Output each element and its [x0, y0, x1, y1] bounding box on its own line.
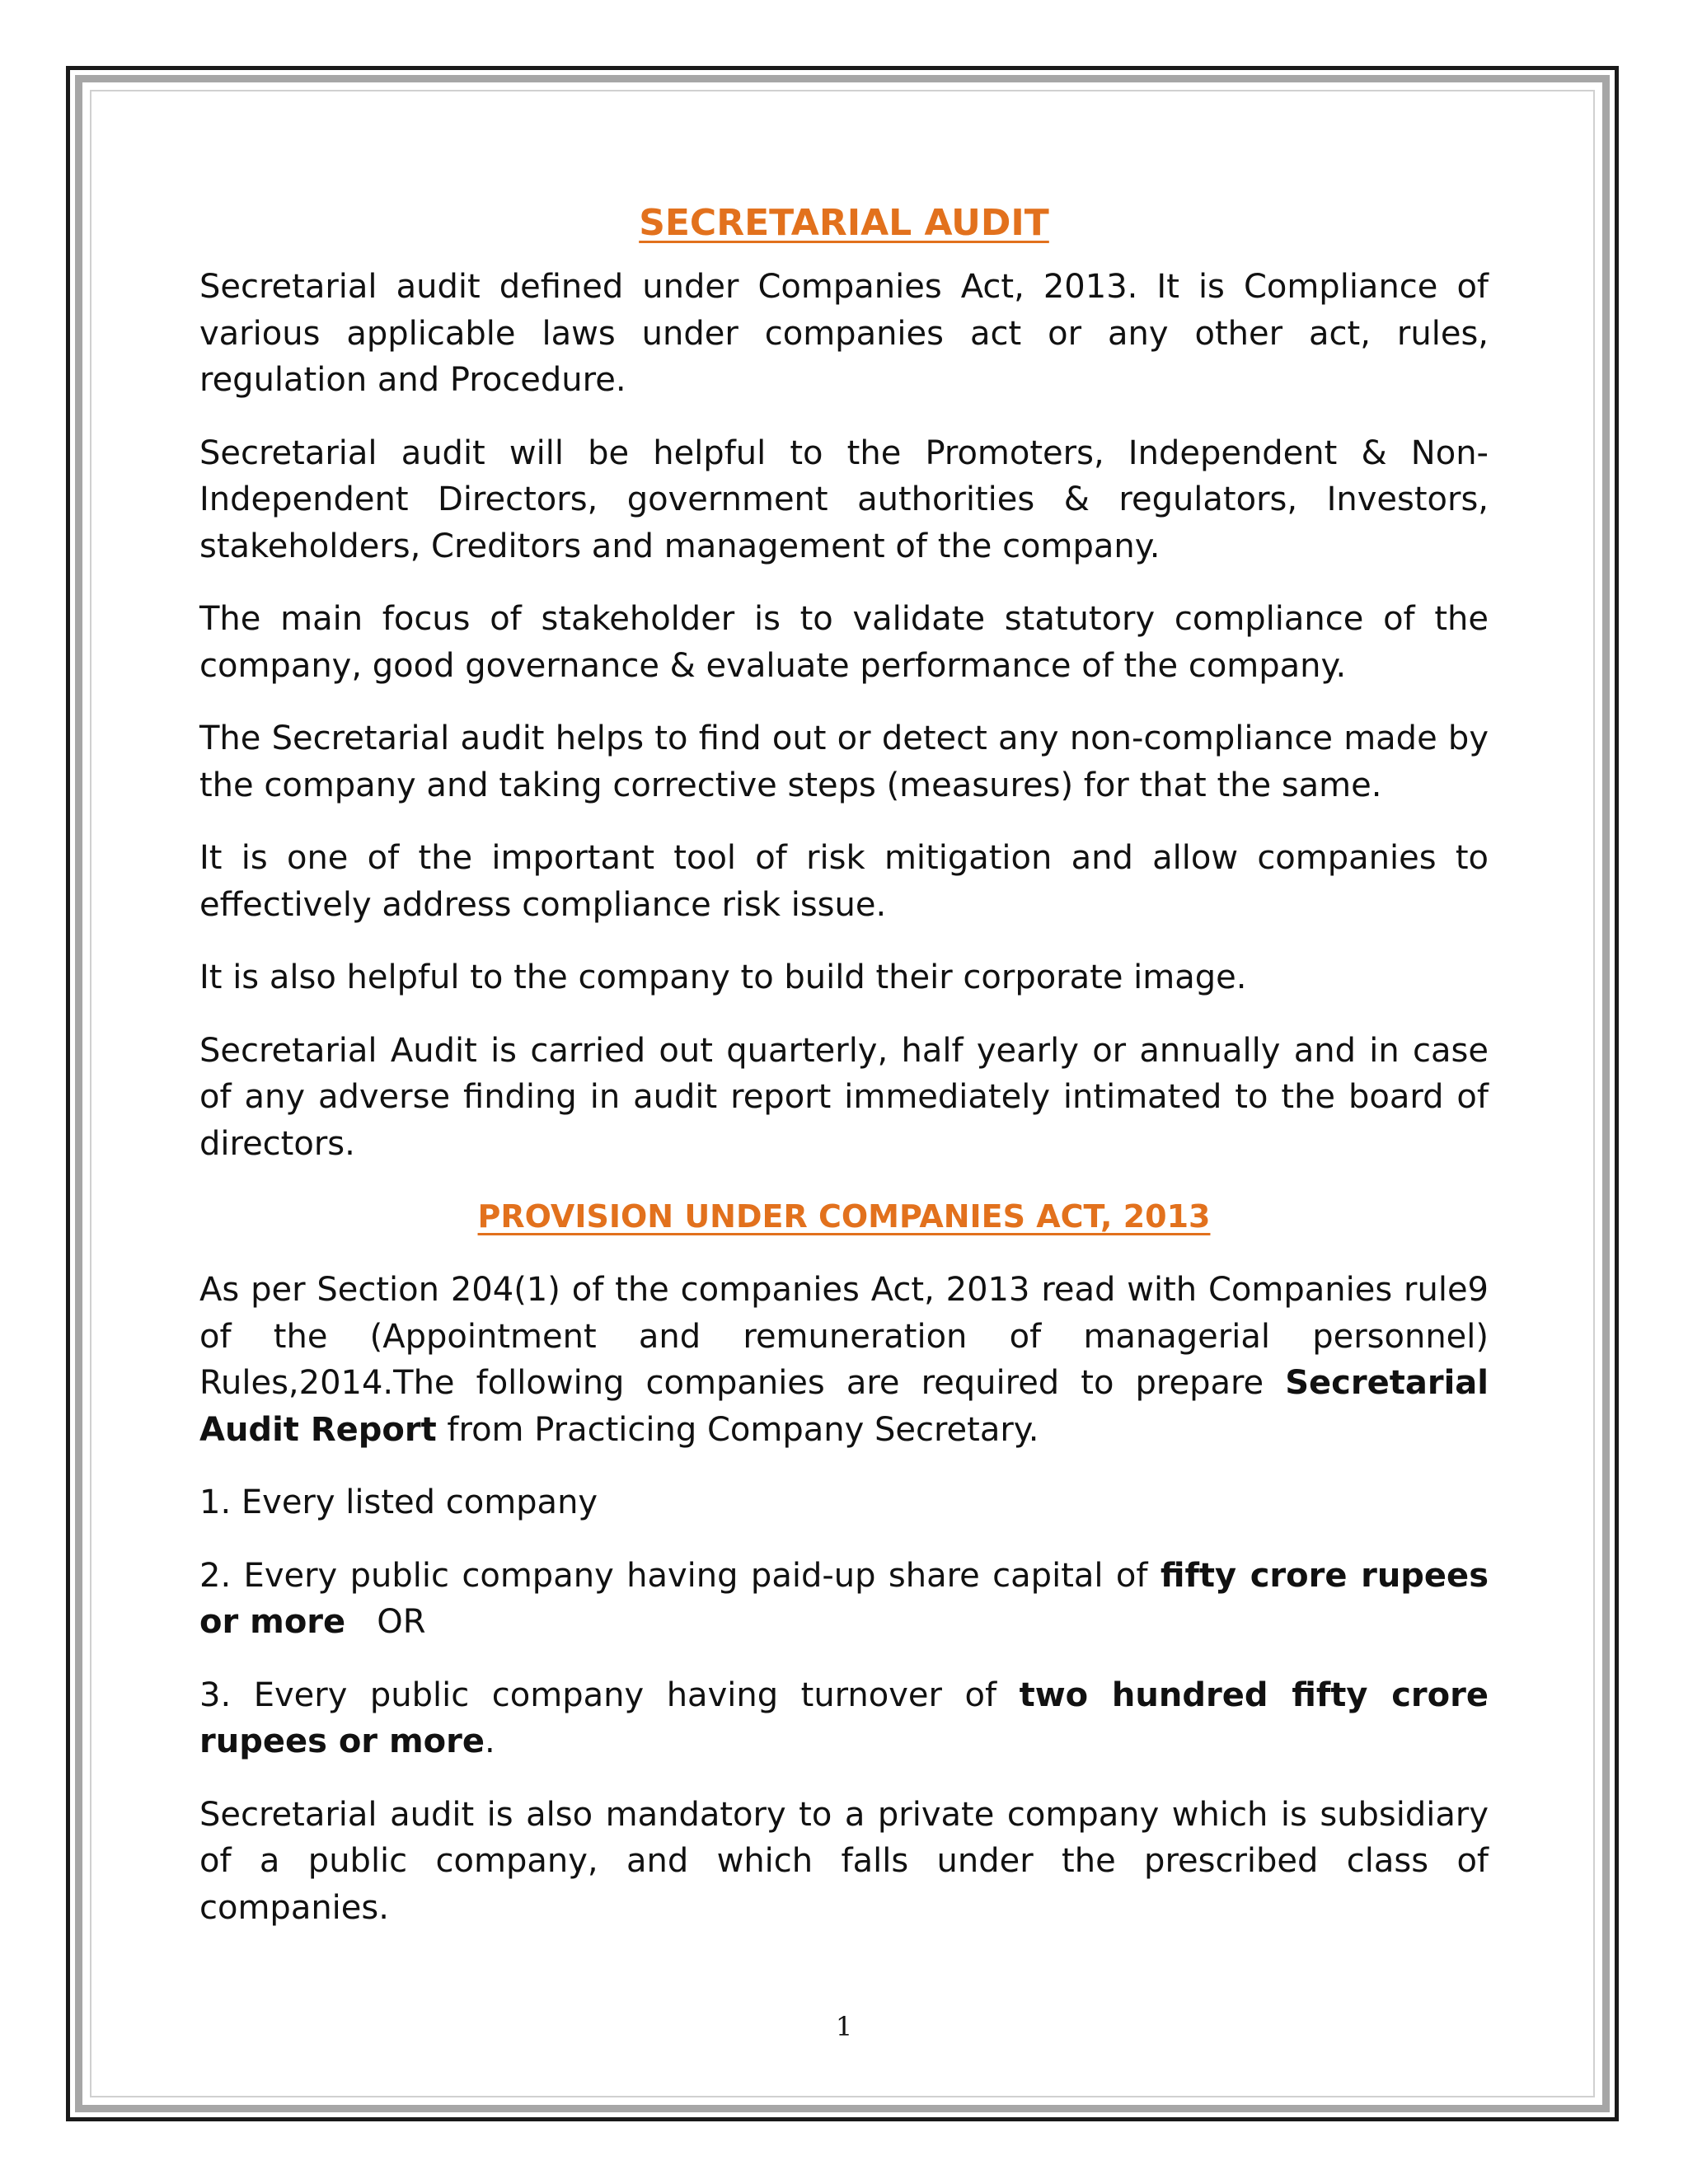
item3-text: 3. Every public company having turnover of — [199, 1675, 1020, 1714]
item2-bold: fifty crore rupees or more — [199, 1556, 1489, 1641]
list-item-paid-up-capital — [199, 1553, 1489, 1646]
item2-tail: OR — [345, 1603, 426, 1641]
paragraph-frequency: Secretarial Audit is carried out quarterly, half yearly or annually and in case of any adverse finding in audit report immediately intimated to the board of directors. — [199, 1031, 1489, 1163]
paragraph-detection: The Secretarial audit helps to find out or detect any non-compliance made by the company and taking corrective steps (measures) for that the same. — [199, 719, 1489, 804]
paragraph-definition: Secretarial audit defined under Companies Act, 2013. It is Compliance of various applicable laws under companies act or any other act, rules, regulation and Procedure. — [199, 268, 1489, 399]
paragraph-focus: The main focus of stakeholder is to validate statutory compliance of the company, good governance & evaluate performance of the company. — [199, 600, 1489, 685]
paragraph-beneficiaries: Secretarial audit will be helpful to the Promoters, Independent & Non-Independent Directors, government authorities & regulators, Investors, stakeholders, Creditors and management of the company. — [199, 434, 1489, 565]
paragraph-corporate-image: It is also helpful to the company to build their corporate image. — [199, 958, 1247, 996]
section-204-bold: Secretarial Audit Report — [199, 1364, 1489, 1449]
list-item-listed-company: 1. Every listed company — [199, 1483, 598, 1521]
paragraph-private-company: Secretarial audit is also mandatory to a private company which is subsidiary of a public company, and which falls under the prescribed class of companies. — [199, 1795, 1489, 1927]
section-heading-provision: PROVISION UNDER COMPANIES ACT, 2013 — [477, 1198, 1211, 1235]
document-body — [199, 194, 1489, 1957]
item2-text: 2. Every public company having paid-up share capital of — [199, 1556, 1160, 1595]
page-number: 1 — [835, 2011, 853, 2042]
paragraph-risk-mitigation: It is one of the important tool of risk mitigation and allow companies to effectively address compliance risk issue. — [199, 839, 1489, 924]
section-204-text: As per Section 204(1) of the companies Act, 2013 read with Companies rule9 of the (Appointment and remuneration of managerial personnel) Rules,2014.The following companies are required to prepare — [199, 1271, 1489, 1402]
section-204-tail: from Practicing Company Secretary. — [436, 1410, 1039, 1449]
paragraph-section-204 — [199, 1267, 1489, 1453]
list-item-turnover — [199, 1672, 1489, 1765]
item3-bold: two hundred fifty crore rupees or more — [199, 1675, 1489, 1760]
item3-tail: . — [484, 1722, 495, 1760]
document-title: SECRETARIAL AUDIT — [639, 202, 1049, 244]
